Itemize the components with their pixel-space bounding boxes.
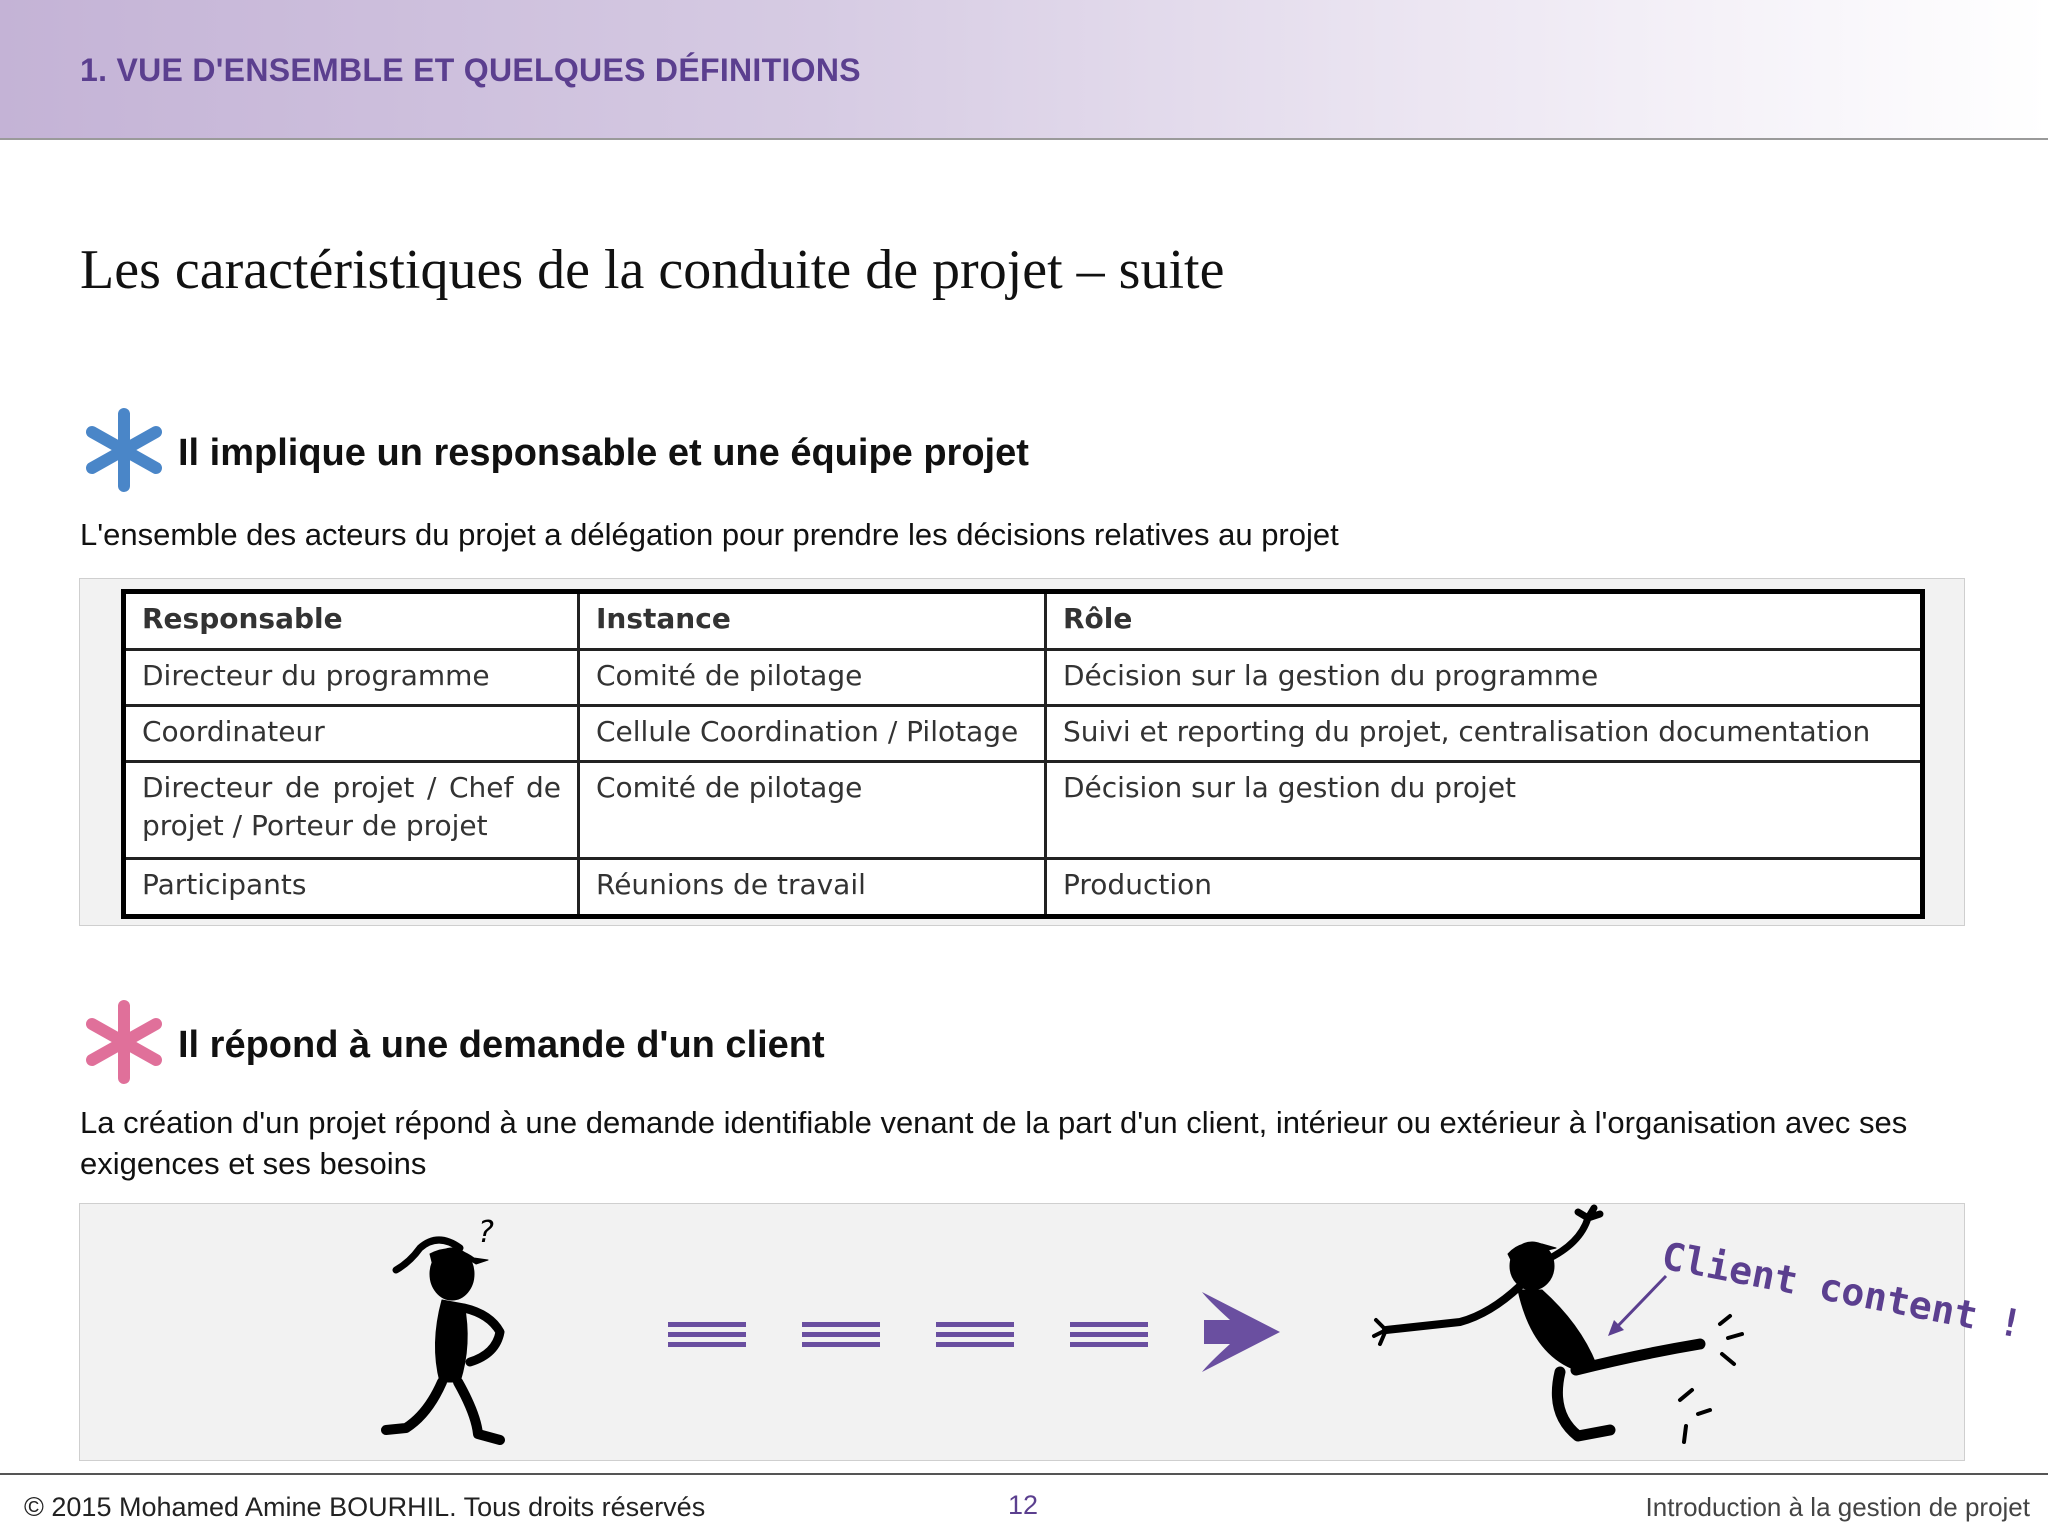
asterisk-bullet-icon (78, 996, 170, 1088)
client-content-caption: Client content ! (1658, 1233, 2026, 1347)
table-cell: Comité de pilotage (579, 762, 1046, 859)
question-mark: ? (478, 1215, 494, 1250)
footer-page-number: 12 (1008, 1490, 1039, 1520)
table-cell: Réunions de travail (579, 859, 1046, 917)
table-cell: Production (1046, 859, 1923, 917)
roles-table-frame (79, 578, 1965, 926)
table-header-cell: Instance (579, 592, 1046, 650)
table-cell: Directeur du programme (124, 649, 579, 705)
progress-dashes (668, 1322, 1148, 1347)
asterisk-bullet-icon (78, 404, 170, 496)
footer-course-title: Introduction à la gestion de projet (1645, 1492, 2030, 1522)
table-cell: Coordinateur (124, 706, 579, 762)
section-title: 1. VUE D'ENSEMBLE ET QUELQUES DÉFINITIONS (80, 52, 861, 88)
table-header-row (124, 592, 1923, 650)
roles-table (121, 589, 1925, 919)
slide-title: Les caractéristiques de la conduite de projet – suite (80, 239, 1225, 301)
table-row (124, 706, 1923, 762)
section1-heading: Il implique un responsable et une équipe projet (178, 432, 1029, 474)
table-cell: Décision sur la gestion du programme (1046, 649, 1923, 705)
section2-text: La création d'un projet répond à une demande identifiable venant de la part d'un client, intérieur ou extérieur à l'organisation avec ses exigences et ses besoins (80, 1105, 1908, 1181)
table-cell: Directeur de projet / Chef de projet / Porteur de projet (124, 762, 579, 859)
footer-copyright: © 2015 Mohamed Amine BOURHIL. Tous droits réservés (24, 1492, 706, 1522)
table-row (124, 859, 1923, 917)
client-illustration-frame (79, 1203, 2026, 1461)
footer-divider (0, 1473, 2048, 1475)
table-cell: Participants (124, 859, 579, 917)
caption-pointer-line (1614, 1276, 1666, 1330)
section1-text: L'ensemble des acteurs du projet a délégation pour prendre les décisions relatives au projet (80, 517, 1339, 552)
table-cell: Décision sur la gestion du projet (1046, 762, 1923, 859)
table-header-cell: Rôle (1046, 592, 1923, 650)
section2-heading: Il répond à une demande d'un client (178, 1024, 825, 1066)
table-cell: Suivi et reporting du projet, centralisation documentation (1046, 706, 1923, 762)
table-row (124, 649, 1923, 705)
table-header-cell: Responsable (124, 592, 579, 650)
table-cell: Comité de pilotage (579, 649, 1046, 705)
table-row (124, 762, 1923, 859)
client-illustration (80, 1204, 2026, 1460)
confused-figure-icon (386, 1240, 500, 1440)
table-cell: Cellule Coordination / Pilotage (579, 706, 1046, 762)
arrow-head-icon (1202, 1292, 1280, 1372)
